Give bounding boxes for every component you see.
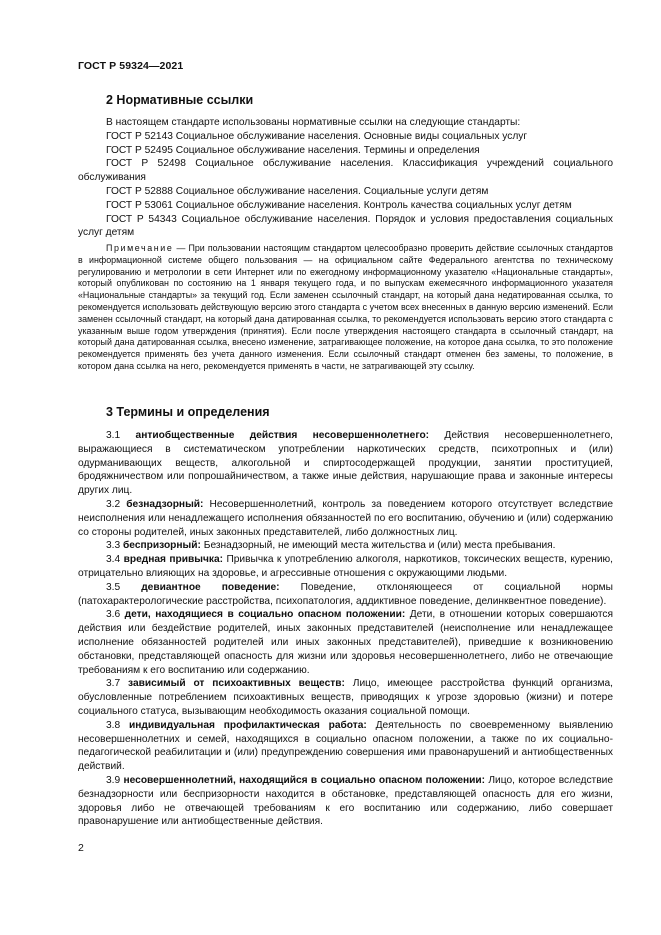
term-definition: Лицо, которое вследствие безнадзорности или беспризорности находится в обстановке, представляющей опасность для его жизни, здоровья либо не отвечающей требованиям к его воспитанию или содержанию, либо совершает правонарушение или антиобщественные действия. — [78, 774, 613, 828]
term-entry — [78, 677, 613, 718]
term-entry — [78, 429, 613, 498]
term-number: 3.6 — [106, 609, 121, 621]
section-2-note — [78, 243, 613, 373]
term-definition: Несовершеннолетний, контроль за поведением которого отсутствует вследствие неисполнения или ненадлежащего исполнения обязанностей по его воспитанию, обучению и (или) содержанию со стороны родителей, иных законных представителей, либо должностных лиц. — [78, 498, 613, 538]
term-entry — [78, 774, 613, 829]
term-name: индивидуальная профилактическая работа: — [128, 719, 367, 731]
standard-ref: ГОСТ Р 53061 Социальное обслуживание населения. Контроль качества социальных услуг детям — [106, 199, 572, 211]
term-entry — [78, 719, 613, 774]
note-text: — При пользовании настоящим стандартом целесообразно проверить действие ссылочных стандартов в информационной системе общего пользования — на официальном сайте Федерального агентства по техническому регулированию и метрологии в сети Интернет или по ежегодному информационному указателю «Национальные стандарты», который опубликован по состоянию на 1 января текущего года, и по выпускам ежемесячного информационного указателя «Национальные стандарты» за текущий год. Если заменен ссылочный стандарт, на который дана недатированная ссылка, то рекомендуется использовать действующую версию этого стандарта с учетом всех внесенных в данную версию изменений. Если заменен ссылочный стандарт, на который дана датированная ссылка, то рекомендуется использовать версию этого стандарта с указанным выше годом утверждения (принятия). Если после утверждения настоящего стандарта в ссылочный стандарт, на который дана датированная ссылка, внесено изменение, затрагивающее положение, на которое дана ссылка, то это положение рекомендуется применять без учета данного изменения. Если ссылочный стандарт отменен без замены, то положение, в котором дана ссылка на него, рекомендуется применять в части, не затрагивающей эту ссылку. — [78, 243, 613, 371]
page-number: 2 — [78, 842, 84, 854]
term-definition: Безнадзорный, не имеющий места жительства и (или) места пребывания. — [200, 540, 556, 552]
term-number: 3.5 — [106, 581, 121, 593]
term-number: 3.2 — [106, 498, 121, 510]
term-entry — [78, 539, 613, 553]
term-number: 3.7 — [106, 678, 121, 690]
term-name: беспризорный: — [123, 540, 201, 552]
section-2-intro: В настоящем стандарте использованы нормативные ссылки на следующие стандарты: — [106, 117, 521, 128]
term-name: дети, находящиеся в социально опасном положении: — [124, 609, 406, 621]
term-entry — [78, 581, 613, 609]
term-name: антиобщественные действия несовершеннолетнего: — [135, 430, 430, 441]
term-definition: Дети, в отношении которых совершаются действия или бездействие родителей, иных законных представителей (неисполнение или ненадлежащее исполнение обязанностей родителей или иных законных представителей), приведшие к возникновению обстановки, представляющей опасность для жизни или здоровья несовершеннолетнего, либо не отвечающие требованиям к его воспитанию или содержанию. — [78, 609, 613, 676]
term-name: девиантное поведение: — [141, 581, 280, 593]
standard-ref: ГОСТ Р 52143 Социальное обслуживание населения. Основные виды социальных услуг — [106, 130, 528, 142]
standard-ref: ГОСТ Р 52498 Социальное обслуживание населения. Классификация учреждений социального обслуживания — [78, 158, 613, 184]
term-entry — [78, 553, 613, 581]
standard-ref: ГОСТ Р 52495 Социальное обслуживание населения. Термины и определения — [106, 144, 480, 156]
term-name: вредная привычка: — [123, 554, 224, 566]
term-definition: Деятельность по своевременному выявлению несовершеннолетних и семей, находящихся в социально опасном положении, а также по их социально-педагогической реабилитации и (или) предупреждению совершения ими правонарушений и антиобщественных действий. — [78, 719, 613, 773]
term-name: зависимый от психоактивных веществ: — [128, 678, 345, 690]
term-entry — [78, 608, 613, 677]
term-number: 3.4 — [106, 554, 121, 566]
term-entry — [78, 498, 613, 539]
term-name: несовершеннолетний, находящийся в социально опасном положении: — [123, 774, 486, 786]
note-label: Примечание — [106, 243, 174, 253]
term-number: 3.8 — [106, 719, 121, 731]
section-2-title: 2 Нормативные ссылки — [106, 93, 254, 107]
standard-ref: ГОСТ Р 54343 Социальное обслуживание населения. Порядок и условия предоставления социальных услуг детям — [78, 213, 613, 239]
section-2-body — [78, 116, 613, 240]
term-name: безнадзорный: — [126, 498, 204, 510]
section-3-body — [78, 429, 613, 829]
term-definition: Лицо, имеющее расстройства функций организма, обусловленные потреблением психоактивных веществ, приводящих к угрозе здоровью (жизни) и потере социального статуса, вызывающим необходимость оказания социальной помощи. — [78, 678, 613, 717]
term-number: 3.3 — [106, 540, 121, 552]
section-3-title: 3 Термины и определения — [106, 405, 270, 419]
document-id: ГОСТ Р 59324—2021 — [78, 60, 184, 72]
standard-ref: ГОСТ Р 52888 Социальное обслуживание населения. Социальные услуги детям — [106, 185, 489, 197]
term-number: 3.1 — [106, 430, 121, 441]
term-definition: Поведение, отклоняющееся от социальной нормы (патохарактерологические расстройства, психопатология, аддиктивное поведение, делинквентное поведение). — [78, 581, 613, 607]
term-number: 3.9 — [106, 774, 121, 786]
term-definition: Привычка к употреблению алкоголя, наркотиков, токсических веществ, курению, отрицательно влияющих на здоровье, и агрессивные отношения с окружающими людьми. — [78, 554, 613, 579]
term-definition: Действия несовершеннолетнего, выражающиеся в систематическом употреблении наркотических средств, психотропных и (или) одурманивающих веществ, алкогольной и спиртосодержащей продукции, занятии проституцией, бродяжничеством или попрошайничеством, а также иные действия, нарушающие права и законные интересы других лиц. — [78, 430, 613, 497]
